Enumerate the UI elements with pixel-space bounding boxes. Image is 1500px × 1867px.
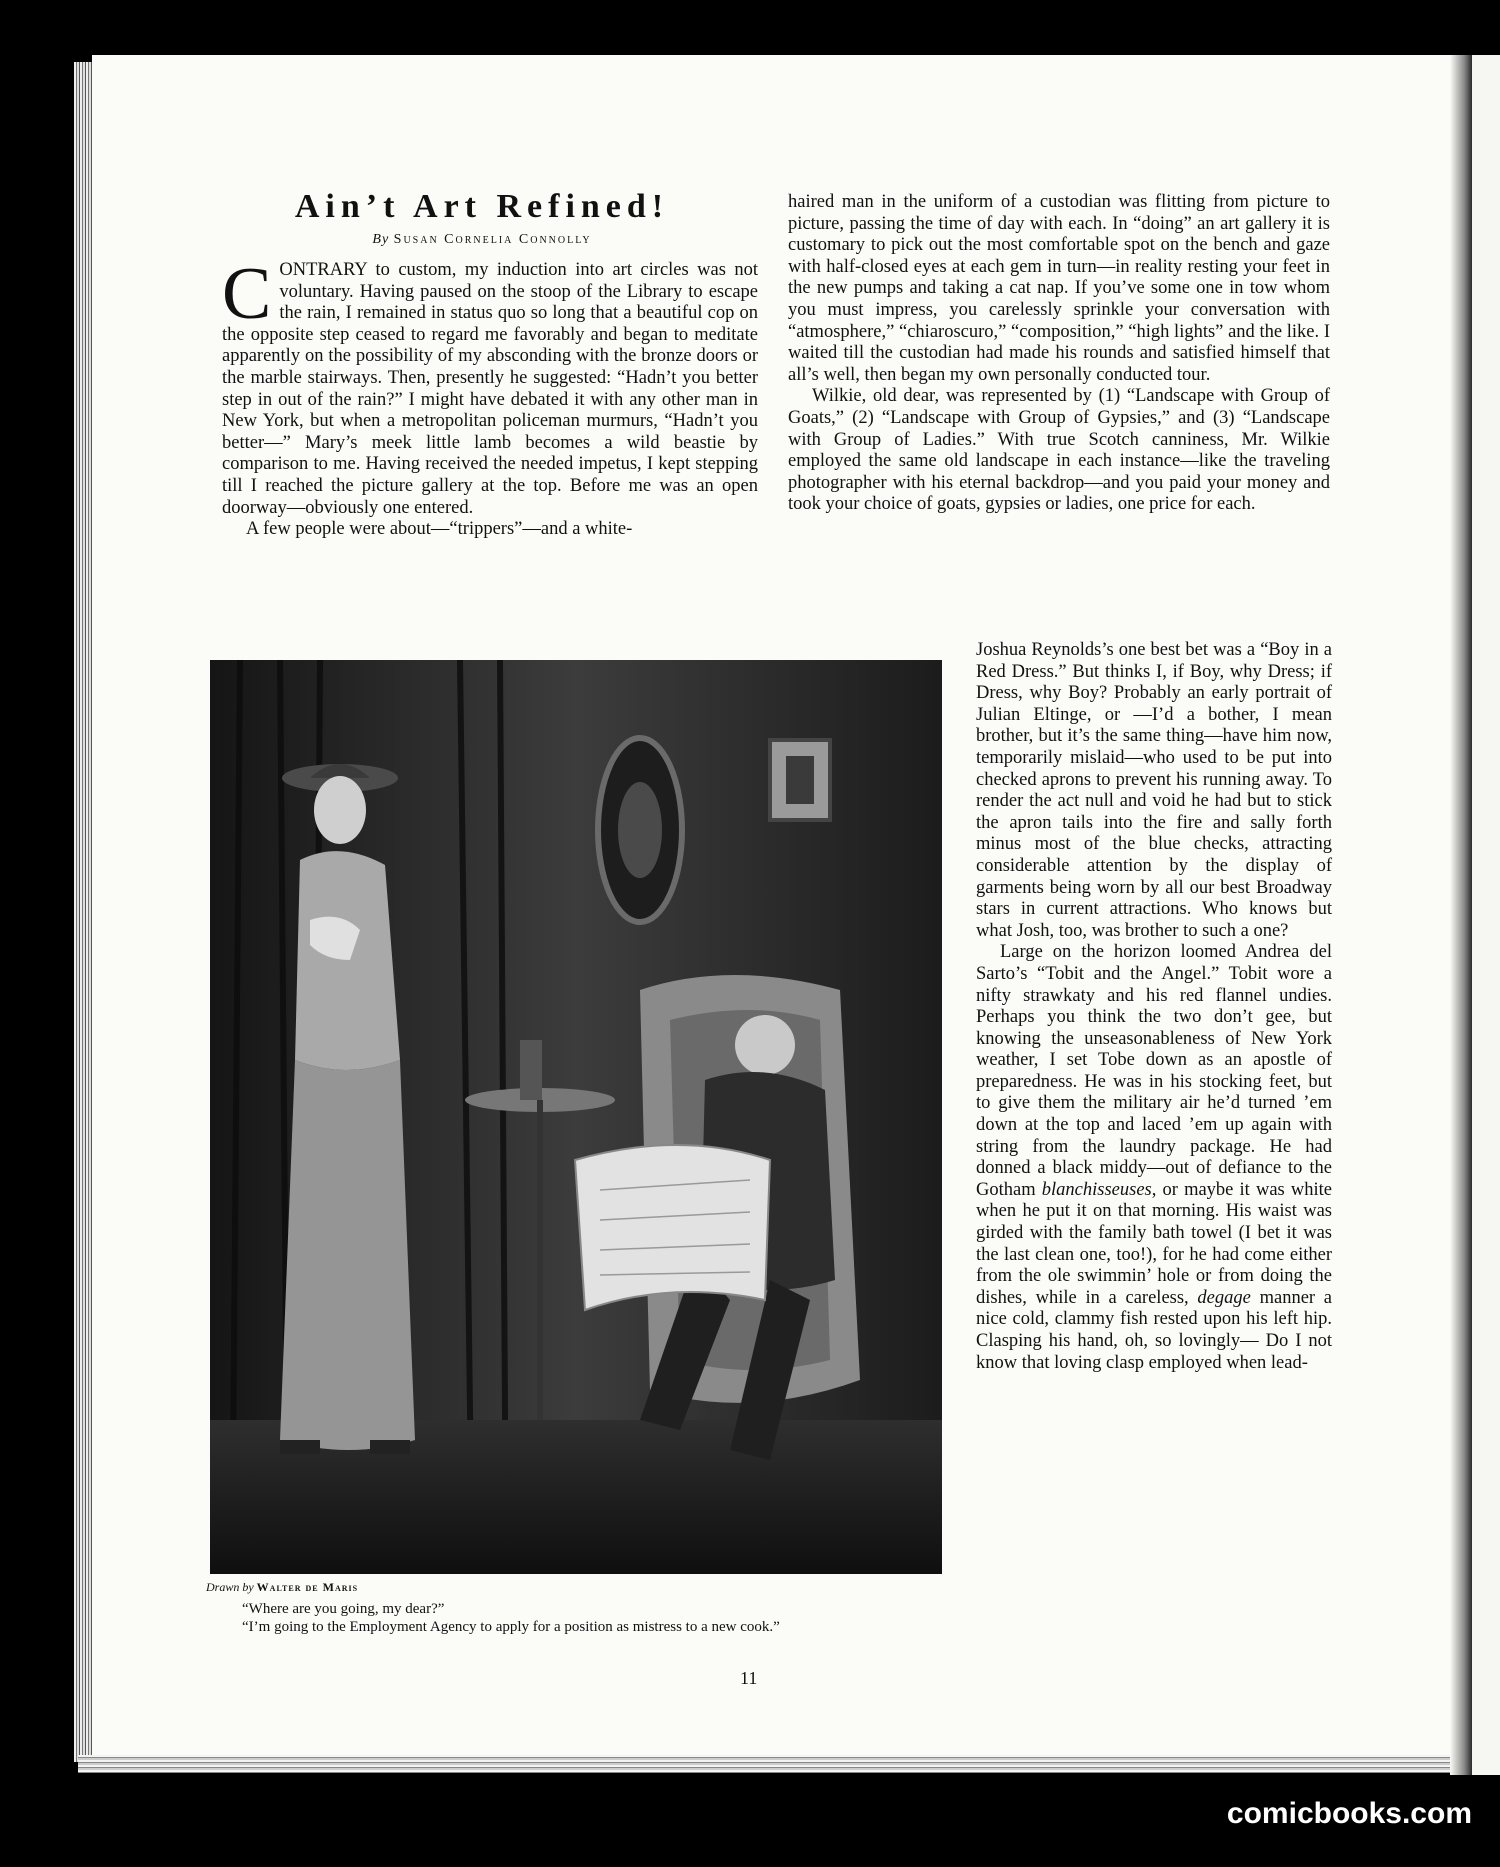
paragraph: Large on the horizon loomed Andrea del Sarto’s “Tobit and the Angel.” Tobit wore a nifty strawkaty and his red flannel undies. Perhaps you think the two don’t gee, but knowing the unseasonableness of New York weather, I set Tobe down as an apostle of preparedness. He was in his stocking feet, but to give them the military air he’d turned ’em down at the top and laced ’em up again with string from the laundry package. He had donned a black middy—out of defiance to the Gotham blanchisseuses, or maybe it was white when he put it on that morning. His waist was girded with the family bath towel (I bet it was the last clean one, too!), for he had come either from the ole swimmin’ hole or from doing the dishes, while in a careless, degage manner a nice cold, clammy fish rested upon his left hip. Clasping his hand, oh, so lovingly— Do I not know that loving clasp employed when lead-	[976, 942, 1333, 1373]
intro-text: ONTRARY to custom, my induction into art circles was not voluntary. Having paused on the stoop of the Library to escape the rain, I remained in status quo so long that a beautiful cop on the opposite step ceased to regard me favorably and began to meditate apparently on the possibility of my absconding with the bronze doors or the marble stairways. Then, presently he suggested: “Hadn’t you better step in out of the rain?” I might have debated it with any other man in New York, but when a metropolitan policeman murmurs, “Hadn’t you better—” Mary’s meek little lamb becomes a wild beastie by comparison to me. Having received the needed impetus, I kept stepping till I reached the picture gallery at the top. Before me was an open doorway—obviously one entered.	[222, 260, 758, 518]
column-right-bottom	[976, 640, 1332, 1374]
byline-prefix: By	[372, 232, 390, 247]
bottom-page-edges	[78, 1755, 1468, 1773]
artist-name: Walter de Maris	[256, 1580, 359, 1594]
italic-word: blanchisseuses	[1041, 1179, 1152, 1200]
byline	[210, 232, 754, 248]
paragraph: haired man in the uniform of a custodian was flitting from picture to picture, passing the time of day with each. In “doing” an art gallery it is customary to pick out the most comfortable spot on the bench and gaze with half-closed eyes at each gem in turn—in reality resting your feet in the new pumps and taking a cat nap. If you’ve some one in tow whom you must impress, you carelessly sprinkle your conversation with “atmosphere,” “chiaroscuro,” “composition,” “high lights” and the like. I waited till the custodian had made his rounds and satisfied himself that all’s well, then began my own personally conducted tour.	[788, 192, 1330, 385]
illustration-svg	[210, 660, 942, 1574]
paragraph: A few people were about—“trippers”—and a white-	[246, 519, 633, 540]
site-watermark: comicbooks.com	[1226, 1797, 1472, 1830]
page-number: 11	[740, 1668, 758, 1688]
column-right-top	[788, 192, 1330, 516]
facing-page-edge	[1472, 55, 1500, 1775]
column-left	[222, 253, 758, 541]
illustration-drawing	[210, 660, 942, 1574]
book-gutter	[1450, 55, 1474, 1775]
paragraph-intro	[222, 253, 758, 519]
paragraph: Wilkie, old dear, was represented by (1) “Landscape with Group of Goats,” (2) “Landscape with Group of Gypsies,” and (3) “Landscape with Group of Ladies.” With true Scotch canniness, Mr. Wilkie employed the same old landscape in each instance—like the traveling photographer with his eternal backdrop—and you paid your money and took your choice of goats, gypsies or ladies, one price for each.	[788, 386, 1330, 515]
illustration-caption	[226, 1600, 934, 1636]
credit-prefix: Drawn by	[206, 1580, 254, 1594]
drop-cap: C	[222, 253, 272, 335]
italic-word: degage	[1197, 1287, 1251, 1308]
author-name: Susan Cornelia Connolly	[393, 232, 592, 247]
illustration-credit	[206, 1580, 358, 1595]
paragraph: Joshua Reynolds’s one best bet was a “Boy in a Red Dress.” But thinks I, if Boy, why Dress; if Dress, why Boy? Probably an early portrait of Julian Eltinge, or —I’d a bother, I mean brother, but it’s the same thing—have him now, temporarily mislaid—who used to be put into checked aprons to prevent his running away. To render the act null and void he had but to stick the apron tails into the fire and sally forth minus most of the blue checks, attracting considerable attention by the display of garments being worn by all our best Broadway stars in current attractions. Who knows but what Josh, too, was brother to such a one?	[976, 640, 1332, 941]
caption-line: “Where are you going, my dear?”	[242, 1601, 445, 1617]
article-title: Ain’t Art Refined!	[294, 188, 670, 225]
caption-line: “I’m going to the Employment Agency to apply for a position as mistress to a new cook.”	[242, 1619, 780, 1635]
